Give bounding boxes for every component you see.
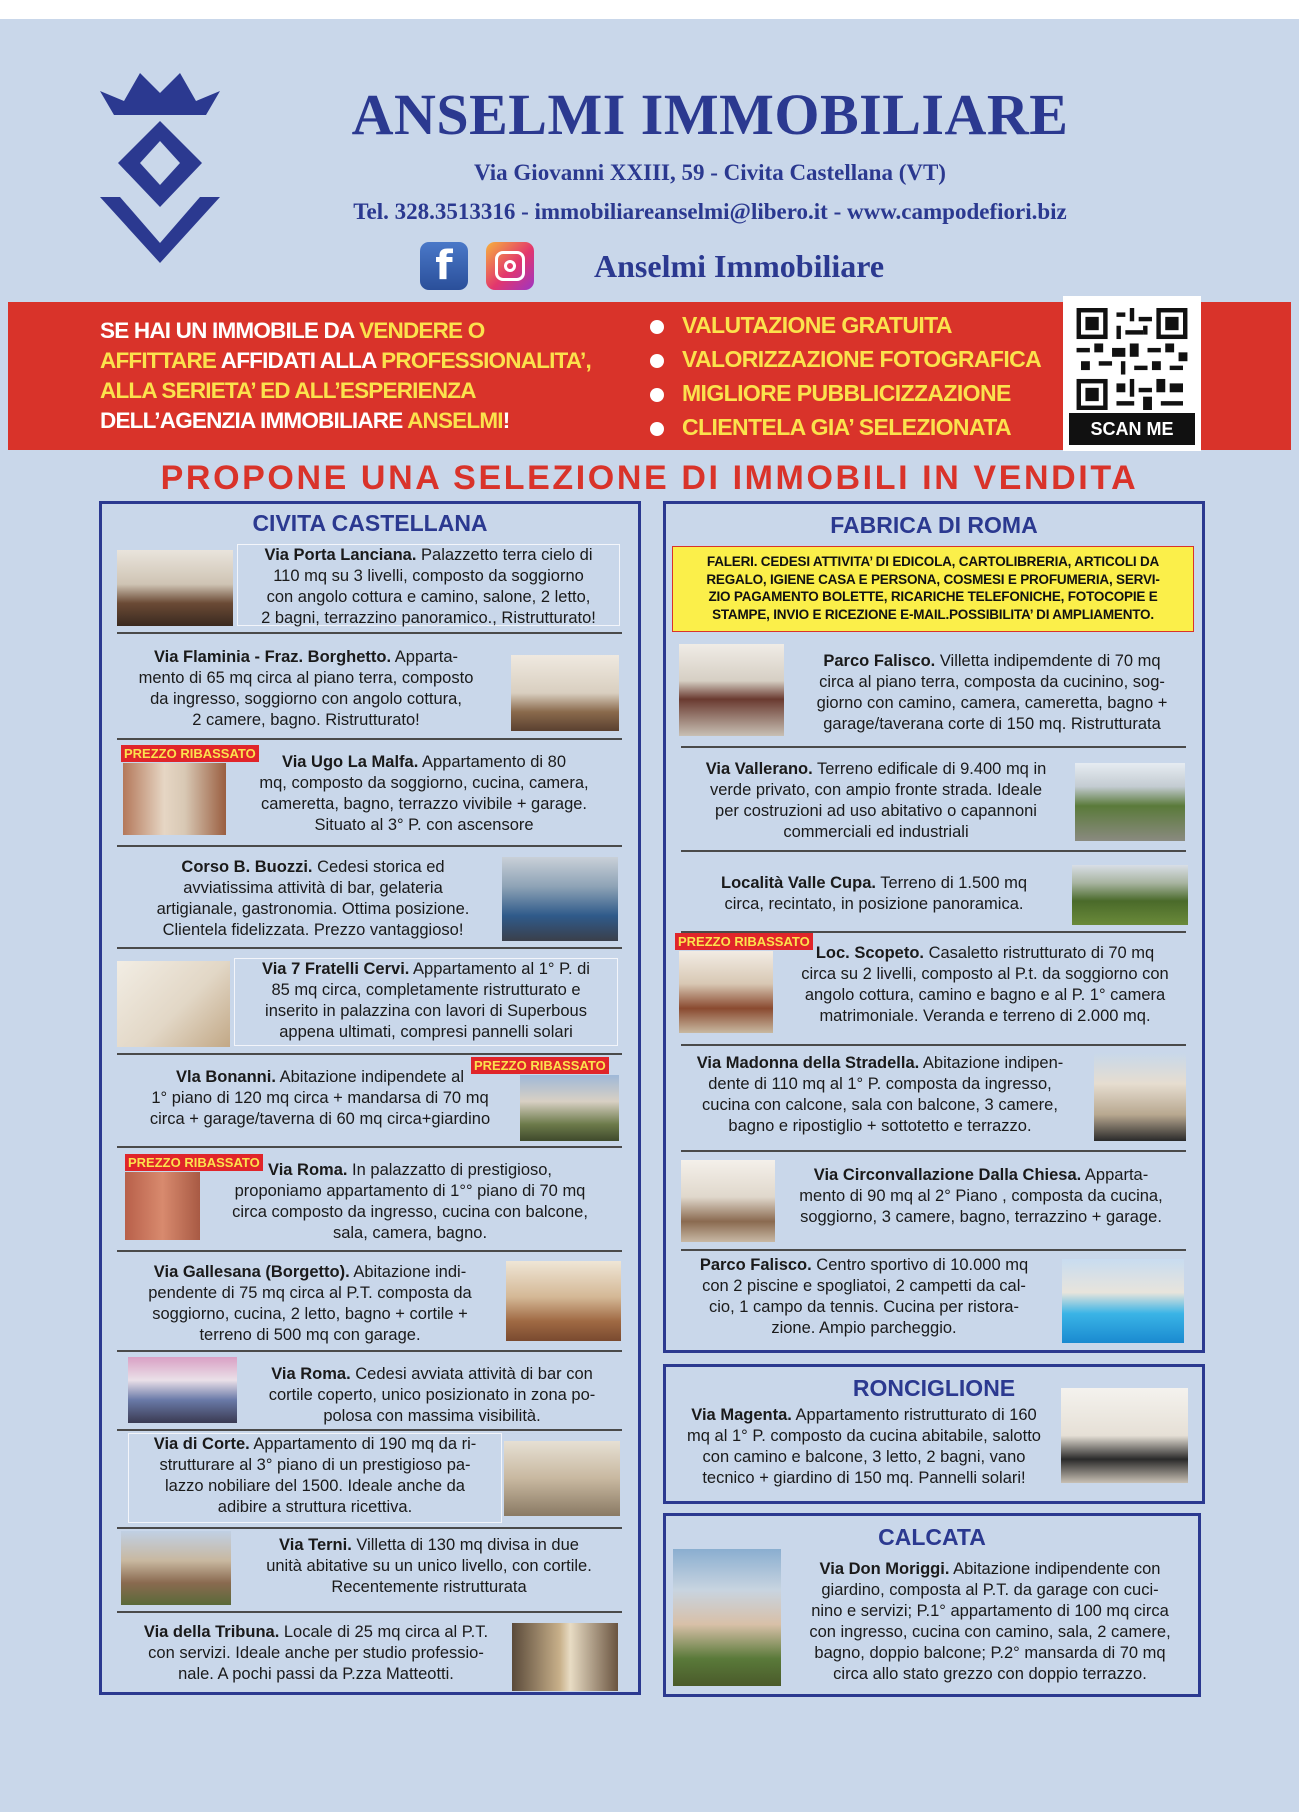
service-item: VALUTAZIONE GRATUITA: [640, 308, 1041, 342]
listing-line: [772, 943, 1198, 964]
listing-line: tecnico + giardino di 150 mq. Pannelli solari!: [702, 1469, 1026, 1487]
listing-via-porta-lanciana: [237, 544, 620, 626]
listing-line: [238, 545, 619, 566]
listing-text: Terreno edificale di 9.400 mq in: [812, 760, 1047, 778]
listing-line: soggiorno, cucina, 2 letto, bagno + cortile +: [152, 1305, 468, 1323]
property-photo: [502, 857, 618, 941]
promo-highlight: VENDERE O: [359, 318, 485, 343]
divider: [117, 1250, 622, 1252]
listing-parco-falisco-sports: [672, 1255, 1056, 1339]
listing-line: cortile coperto, unico posizionato in zona po-: [268, 1386, 596, 1404]
property-photo: [512, 1623, 618, 1691]
listing-corso-buozzi: [128, 857, 498, 941]
listing-text: Terreno di 1.500 mq: [875, 874, 1028, 892]
listing-line: angolo cottura, camino e bagno e al P. 1° camera: [804, 986, 1166, 1004]
promo-line-4: [100, 406, 660, 436]
listing-line: verde privato, con ampio fronte strada. Ideale: [709, 781, 1043, 799]
section-title: RONCIGLIONE: [852, 1375, 1016, 1401]
listing-address: Parco Falisco.: [699, 1256, 812, 1274]
listing-line: zione. Ampio parcheggio.: [771, 1319, 957, 1337]
listing-line: con camino e balcone, 3 letto, 2 bagni, vano: [702, 1448, 1026, 1466]
listing-address: Via Roma.: [271, 1365, 351, 1383]
listing-line: 2 bagni, terrazzino panoramico., Ristrutturato!: [261, 609, 596, 627]
listing-line: bagno e ripostiglio + sottotetto e terrazzo.: [728, 1117, 1032, 1135]
listing-via-madonna-della-stradella: [672, 1053, 1088, 1137]
notice-line: FALERI. CEDESI ATTIVITA’ DI EDICOLA, CARTOLIBRERIA, ARTICOLI DA: [706, 554, 1160, 569]
service-item: MIGLIORE PUBBLICIZZAZIONE: [640, 376, 1041, 410]
listing-line: [782, 1559, 1198, 1580]
listing-line: garage/taverana corte di 150 mq. Ristrutturata: [823, 715, 1161, 733]
section-title: CALCATA: [878, 1524, 986, 1550]
promo-text: SE HAI UN IMMOBILE DA: [100, 318, 360, 343]
listing-line: [129, 1434, 501, 1455]
listing-line: Clientela fidelizzata. Prezzo vantaggioso!: [162, 921, 464, 939]
agency-contacts[interactable]: Tel. 328.3513316 - immobiliareanselmi@libero.it - www.campodefiori.biz: [353, 199, 1067, 224]
listing-text: In palazzatto di prestigioso,: [347, 1161, 553, 1179]
listing-line: con ingresso, cucina con camino, sala, 2 camere,: [809, 1623, 1171, 1641]
listing-line: per costruzioni ad uso abitativo o capannoni: [715, 802, 1037, 820]
listing-line: nale. A pochi passi da P.zza Matteotti.: [178, 1665, 454, 1683]
flyer-page: [0, 19, 1299, 1812]
listing-via-di-corte: [128, 1433, 502, 1523]
price-reduced-badge: PREZZO RIBASSATO: [675, 933, 813, 950]
listing-line: [104, 647, 508, 668]
listing-line: circa allo stato grezzo con doppio terrazzo.: [833, 1665, 1147, 1683]
listing-text: Appartamento al 1° P. di: [409, 960, 590, 978]
listing-address: Località Valle Cupa.: [720, 874, 876, 892]
listing-line: circa su 2 livelli, composto al P.t. da soggiorno con: [801, 965, 1169, 983]
listing-line: [228, 752, 620, 773]
qr-code-icon: [1076, 308, 1188, 410]
listing-text: Abitazione indipendete al: [275, 1068, 464, 1086]
listing-line: [672, 1405, 1056, 1426]
listing-address: Via Terni.: [279, 1536, 352, 1554]
listing-line: sala, camera, bagno.: [332, 1224, 488, 1242]
divider: [117, 1053, 622, 1055]
listing-line: proponiamo appartamento di 1°° piano di 70 mq: [234, 1182, 586, 1200]
property-photo: [1061, 1388, 1188, 1483]
listing-line: con angolo cottura e camino, salone, 2 letto,: [266, 588, 591, 606]
listing-text: Apparta-: [391, 648, 459, 666]
property-photo: [117, 550, 233, 626]
property-photo: [121, 1531, 231, 1605]
listing-line: [680, 873, 1068, 894]
listing-line: [200, 1160, 620, 1181]
listing-via-vallerano: [680, 759, 1072, 843]
listing-line: circa, recintato, in posizione panoramica.: [724, 895, 1024, 913]
property-photo: [1094, 1053, 1186, 1141]
listing-address: Vla Bonanni.: [175, 1068, 276, 1086]
listing-address: Via Circonvallazione Dalla Chiesa.: [813, 1166, 1082, 1184]
listing-line: cio, 1 campo da tennis. Cucina per ristora-: [709, 1298, 1019, 1316]
listing-line: soggiorno, 3 camere, bagno, terrazzino + garage.: [800, 1208, 1162, 1226]
listing-text: Cedesi storica ed: [312, 858, 445, 876]
property-photo: [673, 1549, 781, 1686]
divider: [681, 1150, 1186, 1152]
property-photo: [681, 1160, 775, 1242]
listing-address: Corso B. Buozzi.: [181, 858, 313, 876]
listing-text: Abitazione indi-: [349, 1263, 467, 1281]
listing-line: con 2 piscine e spogliatoi, 2 campetti da cal-: [702, 1277, 1026, 1295]
divider: [117, 738, 622, 740]
listing-line: cameretta, bagno, terrazzo vivibile + garage.: [260, 795, 588, 813]
listing-loc-scopeto: [772, 943, 1198, 1027]
divider: [681, 1044, 1186, 1046]
listing-line: dente di 110 mq al 1° P. composta da ingresso,: [708, 1075, 1052, 1093]
divider: [117, 1611, 622, 1613]
notice-line: ZIO PAGAMENTO BOLETTE, RICARICHE TELEFONICHE, FOTOCOPIE E: [708, 589, 1158, 604]
property-photo: [679, 951, 773, 1033]
promo-highlight: PROFESSIONALITA’,: [381, 348, 591, 373]
promo-text: AFFIDATI ALLA: [216, 348, 382, 373]
qr-code[interactable]: [1063, 296, 1201, 451]
promo-highlight: AFFITTARE: [100, 348, 217, 373]
property-photo: [1075, 763, 1185, 841]
listing-text: Villetta indipemdente di 70 mq: [935, 652, 1161, 670]
anselmi-logo-icon: [96, 67, 224, 267]
property-photo: [506, 1261, 621, 1341]
divider: [117, 1146, 622, 1148]
listing-line: appena ultimati, compresi pannelli solari: [279, 1023, 573, 1041]
listing-text: Cedesi avviata attività di bar con: [350, 1365, 593, 1383]
listing-text: Apparta-: [1081, 1166, 1149, 1184]
social-account-name: Anselmi Immobiliare: [594, 247, 885, 284]
promo-text: DELL’AGENZIA IMMOBILIARE: [100, 408, 408, 433]
listing-via-terni: [238, 1535, 620, 1598]
agency-name: ANSELMI IMMOBILIARE: [351, 82, 1069, 147]
listing-address: Via di Corte.: [153, 1435, 250, 1453]
divider: [117, 632, 622, 634]
listing-line: pendente di 75 mq circa al P.T. composta da: [148, 1284, 472, 1302]
price-reduced-badge: PREZZO RIBASSATO: [121, 745, 259, 762]
promo-line-2: [100, 346, 660, 376]
listing-line: da ingresso, soggiorno con angolo cottura,: [150, 690, 462, 708]
listing-address: Via Porta Lanciana.: [264, 546, 417, 564]
listing-line: [680, 759, 1072, 780]
notice-faleri: [672, 546, 1194, 632]
listing-line: [786, 651, 1198, 672]
notice-line: STAMPE, INVIO E RICEZIONE E-MAIL.POSSIBILITA’ DI AMPLIAMENTO.: [712, 606, 1154, 622]
listing-via-gallesana: [118, 1262, 502, 1346]
divider: [681, 746, 1186, 748]
notice-line: REGALO, IGIENE CASA E PERSONA, COSMESI E PROFUMERIA, SERVI-: [706, 571, 1160, 587]
listing-text: Villetta di 130 mq divisa in due: [351, 1536, 579, 1554]
divider: [117, 1429, 622, 1431]
listing-line: mento di 90 mq al 2° Piano , composta da cucina,: [799, 1187, 1163, 1205]
listing-address: Via 7 Fratelli Cervi.: [262, 960, 410, 978]
divider: [681, 1249, 1186, 1251]
divider: [117, 1350, 622, 1352]
property-photo: [520, 1075, 619, 1141]
listing-line: adibire a struttura ricettiva.: [217, 1498, 413, 1516]
listing-via-roma-apartment: [200, 1160, 620, 1244]
listing-line: Recentemente ristrutturata: [331, 1578, 527, 1596]
listing-line: polosa con massima visibilità.: [323, 1407, 541, 1425]
listing-line: [244, 1364, 620, 1385]
price-reduced-badge: PREZZO RIBASSATO: [125, 1154, 263, 1171]
listing-text: Casaletto ristrutturato di 70 mq: [924, 944, 1155, 962]
listing-line: 85 mq circa, completamente ristrutturato e: [271, 981, 581, 999]
instagram-icon[interactable]: [486, 242, 534, 290]
listing-via-magenta: [672, 1405, 1056, 1489]
listing-address: Loc. Scopeto.: [815, 944, 924, 962]
social-bar: [420, 241, 884, 291]
listing-address: Via Roma.: [267, 1161, 348, 1179]
listing-line: giorno con camino, camera, cameretta, bagno +: [816, 694, 1168, 712]
listing-line: circa al piano terra, composta da cucinino, sog-: [819, 673, 1165, 691]
listing-line: [128, 857, 498, 878]
qr-label: SCAN ME: [1069, 413, 1195, 445]
listing-line: cucina con calcone, sala con balcone, 3 camere,: [702, 1096, 1058, 1114]
listing-address: Via della Tribuna.: [143, 1623, 280, 1641]
facebook-glyph: f: [435, 243, 453, 289]
divider: [117, 1527, 622, 1529]
listing-line: [672, 1255, 1056, 1276]
promo-line-3: ALLA SERIETA’ ED ALL’ESPERIENZA: [100, 378, 476, 403]
listing-via-roma-bar: [244, 1364, 620, 1427]
promo-line-1: [100, 316, 660, 346]
listing-line: strutturare al 3° piano di un prestigioso pa-: [159, 1456, 471, 1474]
divider: [117, 947, 622, 949]
listing-line: 1° piano di 120 mq circa + mandarsa di 70 mq: [151, 1089, 489, 1107]
property-photo: [504, 1441, 620, 1516]
listing-line: inserito in palazzina con lavori di Superbous: [265, 1002, 587, 1020]
listing-line: con servizi. Ideale anche per studio professio-: [148, 1644, 484, 1662]
listing-line: artigianale, gastronomia. Ottima posizione.: [156, 900, 470, 918]
listing-via-ugo-la-malfa: [228, 752, 620, 836]
listing-line: giardino, composta al P.T. da garage con cuci-: [821, 1581, 1159, 1599]
property-photo: [125, 1172, 200, 1240]
property-photo: [1072, 865, 1188, 925]
listing-text: Locale di 25 mq circa al P.T.: [279, 1623, 489, 1641]
listing-line: commerciali ed industriali: [783, 823, 969, 841]
listing-line: [122, 1067, 518, 1088]
listing-address: Via Flaminia - Fraz. Borghetto.: [153, 648, 392, 666]
price-reduced-badge: PREZZO RIBASSATO: [471, 1057, 609, 1074]
divider: [681, 850, 1186, 852]
property-photo: [679, 644, 784, 736]
listing-via-flaminia: [104, 647, 508, 731]
listing-line: Situato al 3° P. con ascensore: [314, 816, 534, 834]
listing-line: mq, composto da soggiorno, cucina, camera,: [259, 774, 589, 792]
listing-address: Via Ugo La Malfa.: [282, 753, 419, 771]
listing-line: [118, 1262, 502, 1283]
listing-line: mq al 1° P. composto da cucina abitabile, salotto: [687, 1427, 1041, 1445]
listing-line: [118, 1622, 514, 1643]
listing-line: circa + garage/taverna di 60 mq circa+giardino: [149, 1110, 491, 1128]
listing-address: Via Magenta.: [691, 1406, 792, 1424]
listing-line: 2 camere, bagno. Ristrutturato!: [192, 711, 420, 729]
listing-line: [235, 959, 617, 980]
listing-line: [238, 1535, 620, 1556]
instagram-glyph: [495, 251, 525, 281]
listing-text: Appartamento di 80: [418, 753, 566, 771]
facebook-icon[interactable]: [420, 242, 468, 290]
listing-localita-valle-cupa: [680, 873, 1068, 915]
promo-message: [100, 316, 660, 436]
listing-line: avviatissima attività di bar, gelateria: [183, 879, 443, 897]
listing-line: [776, 1165, 1186, 1186]
listing-text: Appartamento di 190 mq da ri-: [249, 1435, 477, 1453]
listing-address: Via Madonna della Stradella.: [696, 1054, 920, 1072]
promo-highlight: ANSELMI: [407, 408, 503, 433]
listing-address: Parco Falisco.: [823, 652, 936, 670]
listing-line: circa composto da ingresso, cucina con balcone,: [232, 1203, 588, 1221]
listing-parco-falisco-villa: [786, 651, 1198, 735]
property-photo: [117, 961, 230, 1047]
property-photo: [123, 763, 226, 835]
services-list: [640, 308, 1041, 444]
listing-line: nino e servizi; P.1° appartamento di 100 mq circa: [811, 1602, 1169, 1620]
listing-via-circonvallazione: [776, 1165, 1186, 1228]
divider: [117, 845, 622, 847]
listing-line: lazzo nobiliare del 1500. Ideale anche da: [165, 1477, 465, 1495]
section-title: CIVITA CASTELLANA: [252, 510, 488, 536]
listing-text: Abitazione indipendente con: [949, 1560, 1161, 1578]
listing-line: bagno, doppio balcone; P.2° mansarda di 70 mq: [814, 1644, 1166, 1662]
listing-text: Appartamento ristrutturato di 160: [791, 1406, 1037, 1424]
listing-via-bonanni: [122, 1067, 518, 1130]
listing-address: Via Don Moriggi.: [819, 1560, 950, 1578]
property-photo: [1062, 1259, 1184, 1343]
listing-line: unità abitative su un unico livello, con cortile.: [266, 1557, 592, 1575]
listing-line: matrimoniale. Veranda e terreno di 2.000 mq.: [819, 1007, 1151, 1025]
service-item: VALORIZZAZIONE FOTOGRAFICA: [640, 342, 1041, 376]
listing-line: mento di 65 mq circa al piano terra, composto: [138, 669, 474, 687]
service-item: CLIENTELA GIA’ SELEZIONATA: [640, 410, 1041, 444]
listing-text: Palazzetto terra cielo di: [416, 546, 593, 564]
listing-text: Centro sportivo di 10.000 mq: [811, 1256, 1029, 1274]
listing-address: Via Vallerano.: [705, 760, 813, 778]
headline: PROPONE UNA SELEZIONE DI IMMOBILI IN VENDITA: [160, 459, 1139, 497]
listing-via-della-tribuna: [118, 1622, 514, 1685]
property-photo: [128, 1357, 237, 1423]
promo-text: !: [502, 408, 510, 433]
section-title: FABRICA DI ROMA: [830, 512, 1038, 538]
listing-address: Via Gallesana (Borgetto).: [153, 1263, 350, 1281]
agency-address: Via Giovanni XXIII, 59 - Civita Castellana (VT): [474, 160, 946, 185]
property-photo: [511, 655, 619, 731]
listing-via-7-fratelli-cervi: [234, 958, 618, 1046]
listing-text: Abitazione indipen-: [919, 1054, 1064, 1072]
listing-line: 110 mq su 3 livelli, composto da soggiorno: [273, 567, 584, 585]
listing-line: terreno di 500 mq con garage.: [199, 1326, 421, 1344]
listing-line: [672, 1053, 1088, 1074]
listing-via-don-moriggi: [782, 1559, 1198, 1685]
